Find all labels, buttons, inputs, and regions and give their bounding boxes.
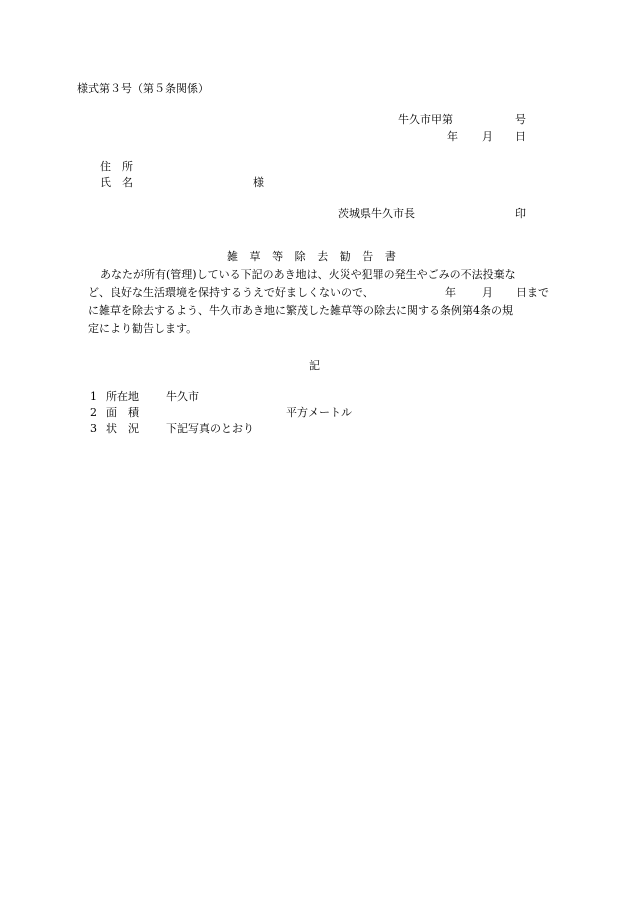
doc-number-prefix: 牛久市甲第: [398, 113, 453, 126]
date-day: 日: [515, 130, 526, 143]
honorific: 様: [253, 176, 264, 189]
date-year: 年: [447, 130, 458, 143]
body-line-1: あなたが所有(管理)している下記のあき地は、火災や犯罪の発生やごみの不法投棄な: [100, 268, 516, 281]
date-month: 月: [482, 130, 493, 143]
form-label: 様式第３号（第５条関係）: [77, 82, 209, 95]
item-1-label: 所在地: [106, 390, 139, 403]
name-label: 氏 名: [100, 176, 133, 189]
item-1-value: 牛久市: [166, 390, 199, 403]
body-line-2a: ど、良好な生活環境を保持するうえで好ましくないので、: [88, 286, 374, 299]
address-label: 住 所: [100, 160, 133, 173]
document-title: 雑草等除去勧告書: [227, 250, 408, 263]
issuer-seal: 印: [515, 207, 526, 220]
item-3-number: 3: [90, 422, 97, 435]
item-2-value: 平方メートル: [286, 406, 352, 419]
item-2-number: 2: [90, 406, 97, 419]
ki-heading: 記: [309, 359, 320, 372]
item-2-label: 面 積: [106, 406, 139, 419]
body-line-2-month: 月: [482, 286, 493, 299]
body-line-4: 定により勧告します。: [88, 322, 198, 335]
item-3-value: 下記写真のとおり: [166, 422, 254, 435]
body-line-2-year: 年: [445, 286, 456, 299]
item-1-number: 1: [90, 390, 97, 403]
body-line-3: に雑草を除去するよう、牛久市あき地に繁茂した雑草等の除去に関する条例第4条の規: [88, 304, 513, 317]
body-line-2-end: 日まで: [516, 286, 549, 299]
issuer-name: 茨城県牛久市長: [338, 207, 415, 220]
doc-number-suffix: 号: [515, 113, 526, 126]
item-3-label: 状 況: [106, 422, 139, 435]
